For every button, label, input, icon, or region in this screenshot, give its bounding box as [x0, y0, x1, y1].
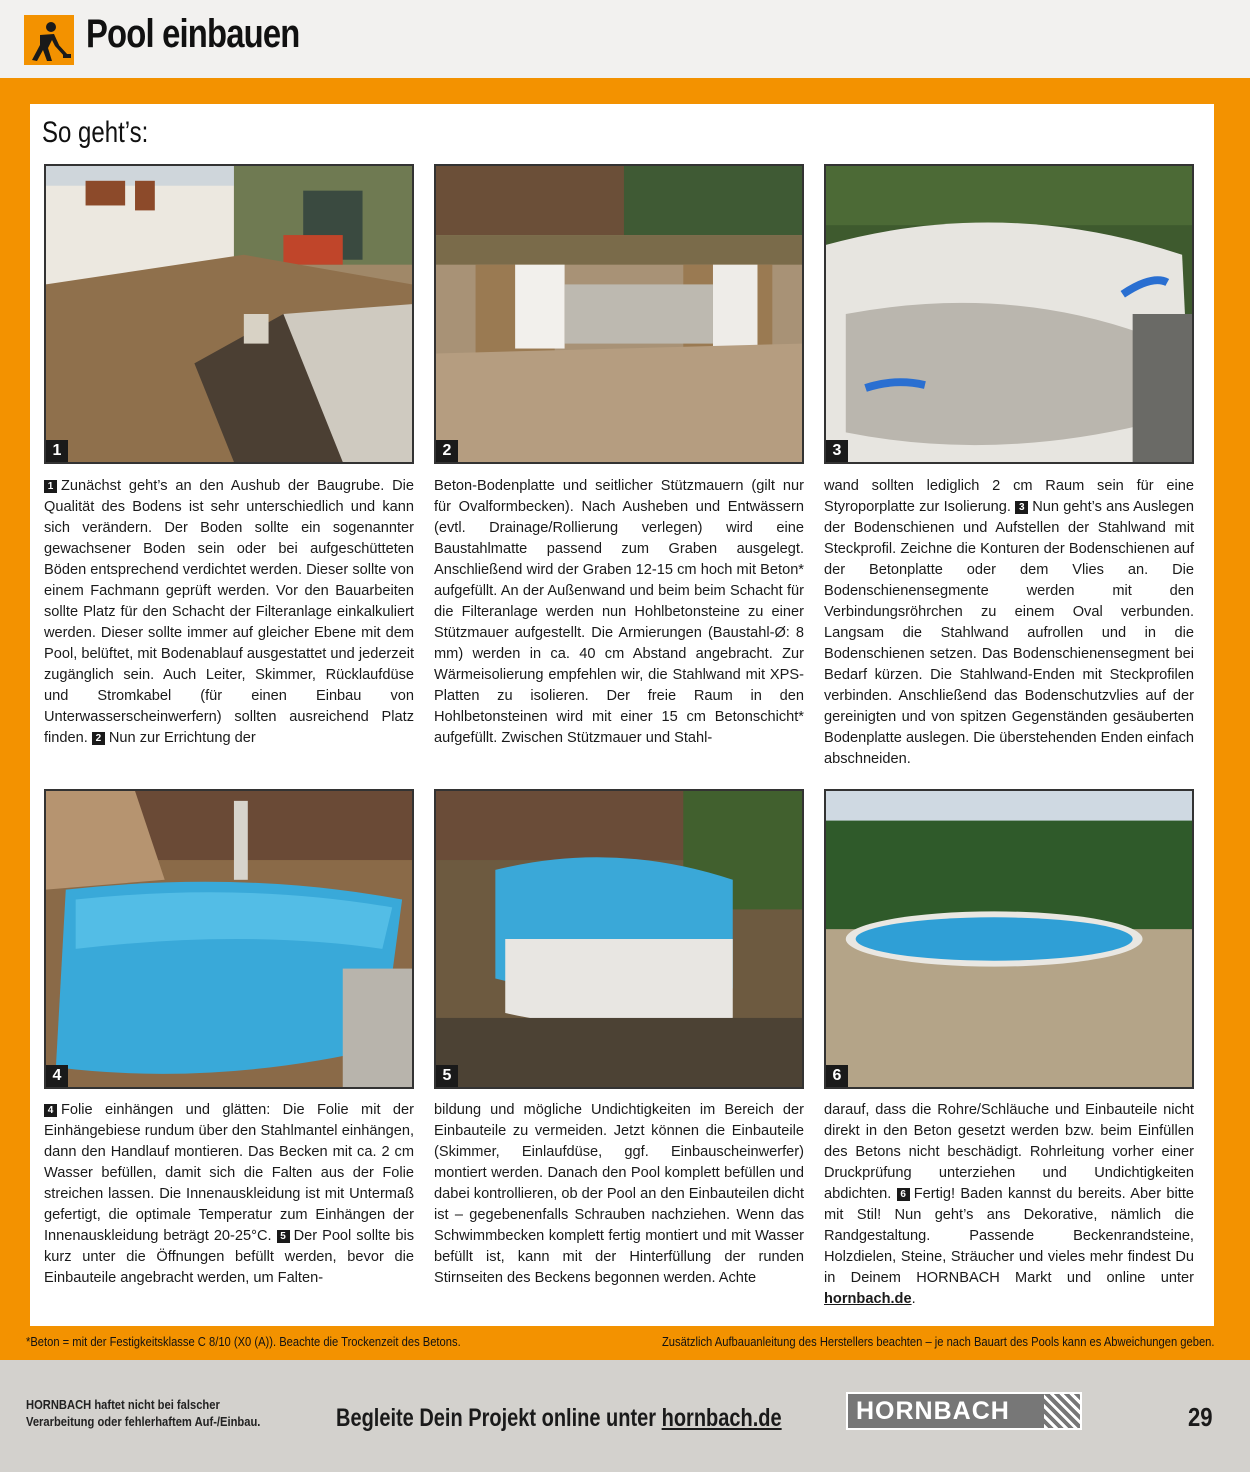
step-text: Zunächst geht’s an den Aushub der Baugrube. Die Qualität des Bodens ist sehr unterschiedlich und kann sich verändern. Der Boden sollte ein sogenannter gewachsener Boden sein oder bei aufgeschütteten Böden entsprechend verdichtet werden. Dieser sollte von einem Fachmann geprüft werden. Vor den Bauarbeiten sollte Platz für den Schacht der Filteranlage einkalkuliert werden. Dieser sollte immer auf gleicher Ebene mit dem Pool, belüftet, mit Bodenablauf ausgestattet und jederzeit zugänglich sein. Auch Leiter, Skimmer, Rücklaufdüse und Stromkabel (für einen Einbau von Unterwasserscheinwerfern) sollten ausreichend Platz finden. — [44, 478, 414, 746]
photo-slab-walls — [434, 164, 804, 464]
paragraph — [824, 476, 1194, 770]
step-text-end: . — [911, 1291, 916, 1307]
photo-number: 4 — [46, 1065, 68, 1087]
photo-filling — [434, 789, 804, 1089]
step-text: Nun zur Errichtung der — [108, 730, 256, 746]
photo-liner — [44, 789, 414, 1089]
slogan — [336, 1404, 782, 1433]
photo-steel-wall — [824, 164, 1194, 464]
photo-number: 2 — [436, 440, 458, 462]
construction-worker-icon — [24, 15, 74, 65]
paragraph — [434, 476, 804, 749]
page-number: 29 — [1188, 1402, 1213, 1432]
paragraph — [44, 1100, 414, 1289]
photo-excavation — [44, 164, 414, 464]
logo-hatch-icon — [1044, 1394, 1080, 1428]
disclaimer-line: HORNBACH haftet nicht bei falscher — [26, 1397, 220, 1412]
step-badge: 3 — [1015, 501, 1028, 514]
photo-number: 6 — [826, 1065, 848, 1087]
slogan-link[interactable]: hornbach.de — [661, 1404, 782, 1432]
footnote-concrete: *Beton = mit der Festigkeitsklasse C 8/10 (X0 (A)). Beachte die Trockenzeit des Betons. — [26, 1334, 461, 1349]
step-text: Beton-Bodenplatte und seitlicher Stützmauern (gilt nur für Ovalformbecken). Nach Ausheben und Entwässern (evtl. Drainage/Rollierung verlegen) wird eine Baustahlmatte passend zum Graben ausgelegt. Anschließend wird der Graben 12-15 cm hoch mit Beton* aufgefüllt. An der Außenwand und beim beim Schacht für die Filteranlage werden nun Hohlbetonsteine zu einer Stützmauer aufgestellt. Die Armierungen (Baustahl-Ø: 8 mm) werden in ca. 40 cm Abstand angebracht. Zur Wärmeisolierung empfehlen wir, die Stahlwand mit XPS-Platten zu isolieren. Der freie Raum in den Hohlbetonsteinen wird mit einer 15 cm Betonschicht* aufgefüllt. Zwischen Stützmauer und Stahl- — [434, 478, 804, 746]
photo-number: 3 — [826, 440, 848, 462]
step-badge: 6 — [897, 1188, 910, 1201]
step-badge: 4 — [44, 1104, 57, 1117]
paragraph — [434, 1100, 804, 1289]
text-column-2 — [434, 476, 804, 749]
photo-number: 5 — [436, 1065, 458, 1087]
step-badge: 5 — [277, 1230, 290, 1243]
text-column-1 — [44, 476, 414, 749]
step-text: wand sollten lediglich 2 cm Raum sein für eine Styroporplatte zur Isolierung. — [824, 478, 1194, 515]
brand-text: HORNBACH — [856, 1397, 1010, 1425]
step-text: bildung und mögliche Undichtigkeiten im Bereich der Einbauteile zu vermeiden. Jetzt können die Einbauteile (Skimmer, Einlaufdüse, ggf. Einbauscheinwerfer) montiert werden. Danach den Pool komplett befüllen und dabei kontrollieren, ob der Pool an den Einbauteilen dicht ist – gegebenenfalls Schrauben nachziehen. Wenn das Schwimmbecken komplett fertig montiert und mit Wasser befüllt ist, kann mit der Hinterfüllung der runden Stirnseiten des Beckens begonnen werden. Achte — [434, 1102, 804, 1286]
text-column-4 — [44, 1100, 414, 1289]
disclaimer-line: Verarbeitung oder fehlerhaftem Auf-/Einbau. — [26, 1414, 261, 1429]
step-text: Folie einhängen und glätten: Die Folie mit der Einhängebiese rundum über den Stahlmantel einhängen, dann den Handlauf montieren. Das Becken mit ca. 2 cm Wasser befüllen, damit sich die Falten aus der Folie streichen lassen. Die Innenauskleidung ist mit Untermaß gefertigt, die optimale Temperatur zum Einhängen der Innenauskleidung beträgt 20-25°C. — [44, 1102, 414, 1244]
paragraph — [824, 1100, 1194, 1310]
text-column-6 — [824, 1100, 1194, 1310]
step-text: Nun geht’s ans Auslegen der Bodenschienen und Aufstellen der Stahlwand mit Steckprofil. Zeichne die Konturen der Bodenschienen auf der Betonplatte oder dem Vlies an. Die Bodenschienensegmente werden mit den Verbindungsröhrchen zu einem Oval verbunden. Langsam die Stahlwand aufrollen und in die Bodenschienen setzen. Das Bodenschienensegment bei Bedarf kürzen. Die Stahlwand-Enden mit Steckprofilen verbinden. Anschließend das Bodenschutzvlies auf der gereinigten und von spitzen Gegenständen gesäuberten Bodenplatte auslegen. Die überstehenden Enden einfach abschneiden. — [824, 499, 1194, 767]
step-badge: 1 — [44, 480, 57, 493]
section-heading: So geht’s: — [42, 116, 149, 149]
text-column-5 — [434, 1100, 804, 1289]
slogan-text: Begleite Dein Projekt online unter — [336, 1404, 657, 1432]
step-badge: 2 — [92, 732, 105, 745]
paragraph — [44, 476, 414, 749]
hornbach-logo — [846, 1392, 1082, 1430]
photo-number: 1 — [46, 440, 68, 462]
hornbach-link[interactable]: hornbach.de — [824, 1291, 912, 1307]
step-text: Fertig! Baden kannst du bereits. Aber bitte mit Stil! Nun geht’s ans Dekorative, nämlich die Randgestaltung. Passende Beckenrandsteine, Holzdielen, Steine, Sträucher und vieles mehr findest Du in Deinem HORNBACH Markt und online unter — [824, 1186, 1194, 1286]
step-text: Der Pool sollte bis kurz unter die Öffnungen befüllt werden, bevor die Einbauteile angebracht werden, um Falten- — [44, 1228, 414, 1286]
text-column-3 — [824, 476, 1194, 770]
step-text: darauf, dass die Rohre/Schläuche und Einbauteile nicht direkt in den Beton gesetzt werden bzw. beim Einfüllen des Betons nicht beschädigt. Rohrleitung vorher einer Druckprüfung unterziehen und Undichtigkeiten abdichten. — [824, 1102, 1194, 1202]
footnote-manufacturer: Zusätzlich Aufbauanleitung des Herstellers beachten – je nach Bauart des Pools kann es Abweichungen geben. — [661, 1334, 1214, 1349]
photo-finished — [824, 789, 1194, 1089]
page-title: Pool einbauen — [86, 12, 300, 56]
disclaimer — [26, 1396, 260, 1430]
